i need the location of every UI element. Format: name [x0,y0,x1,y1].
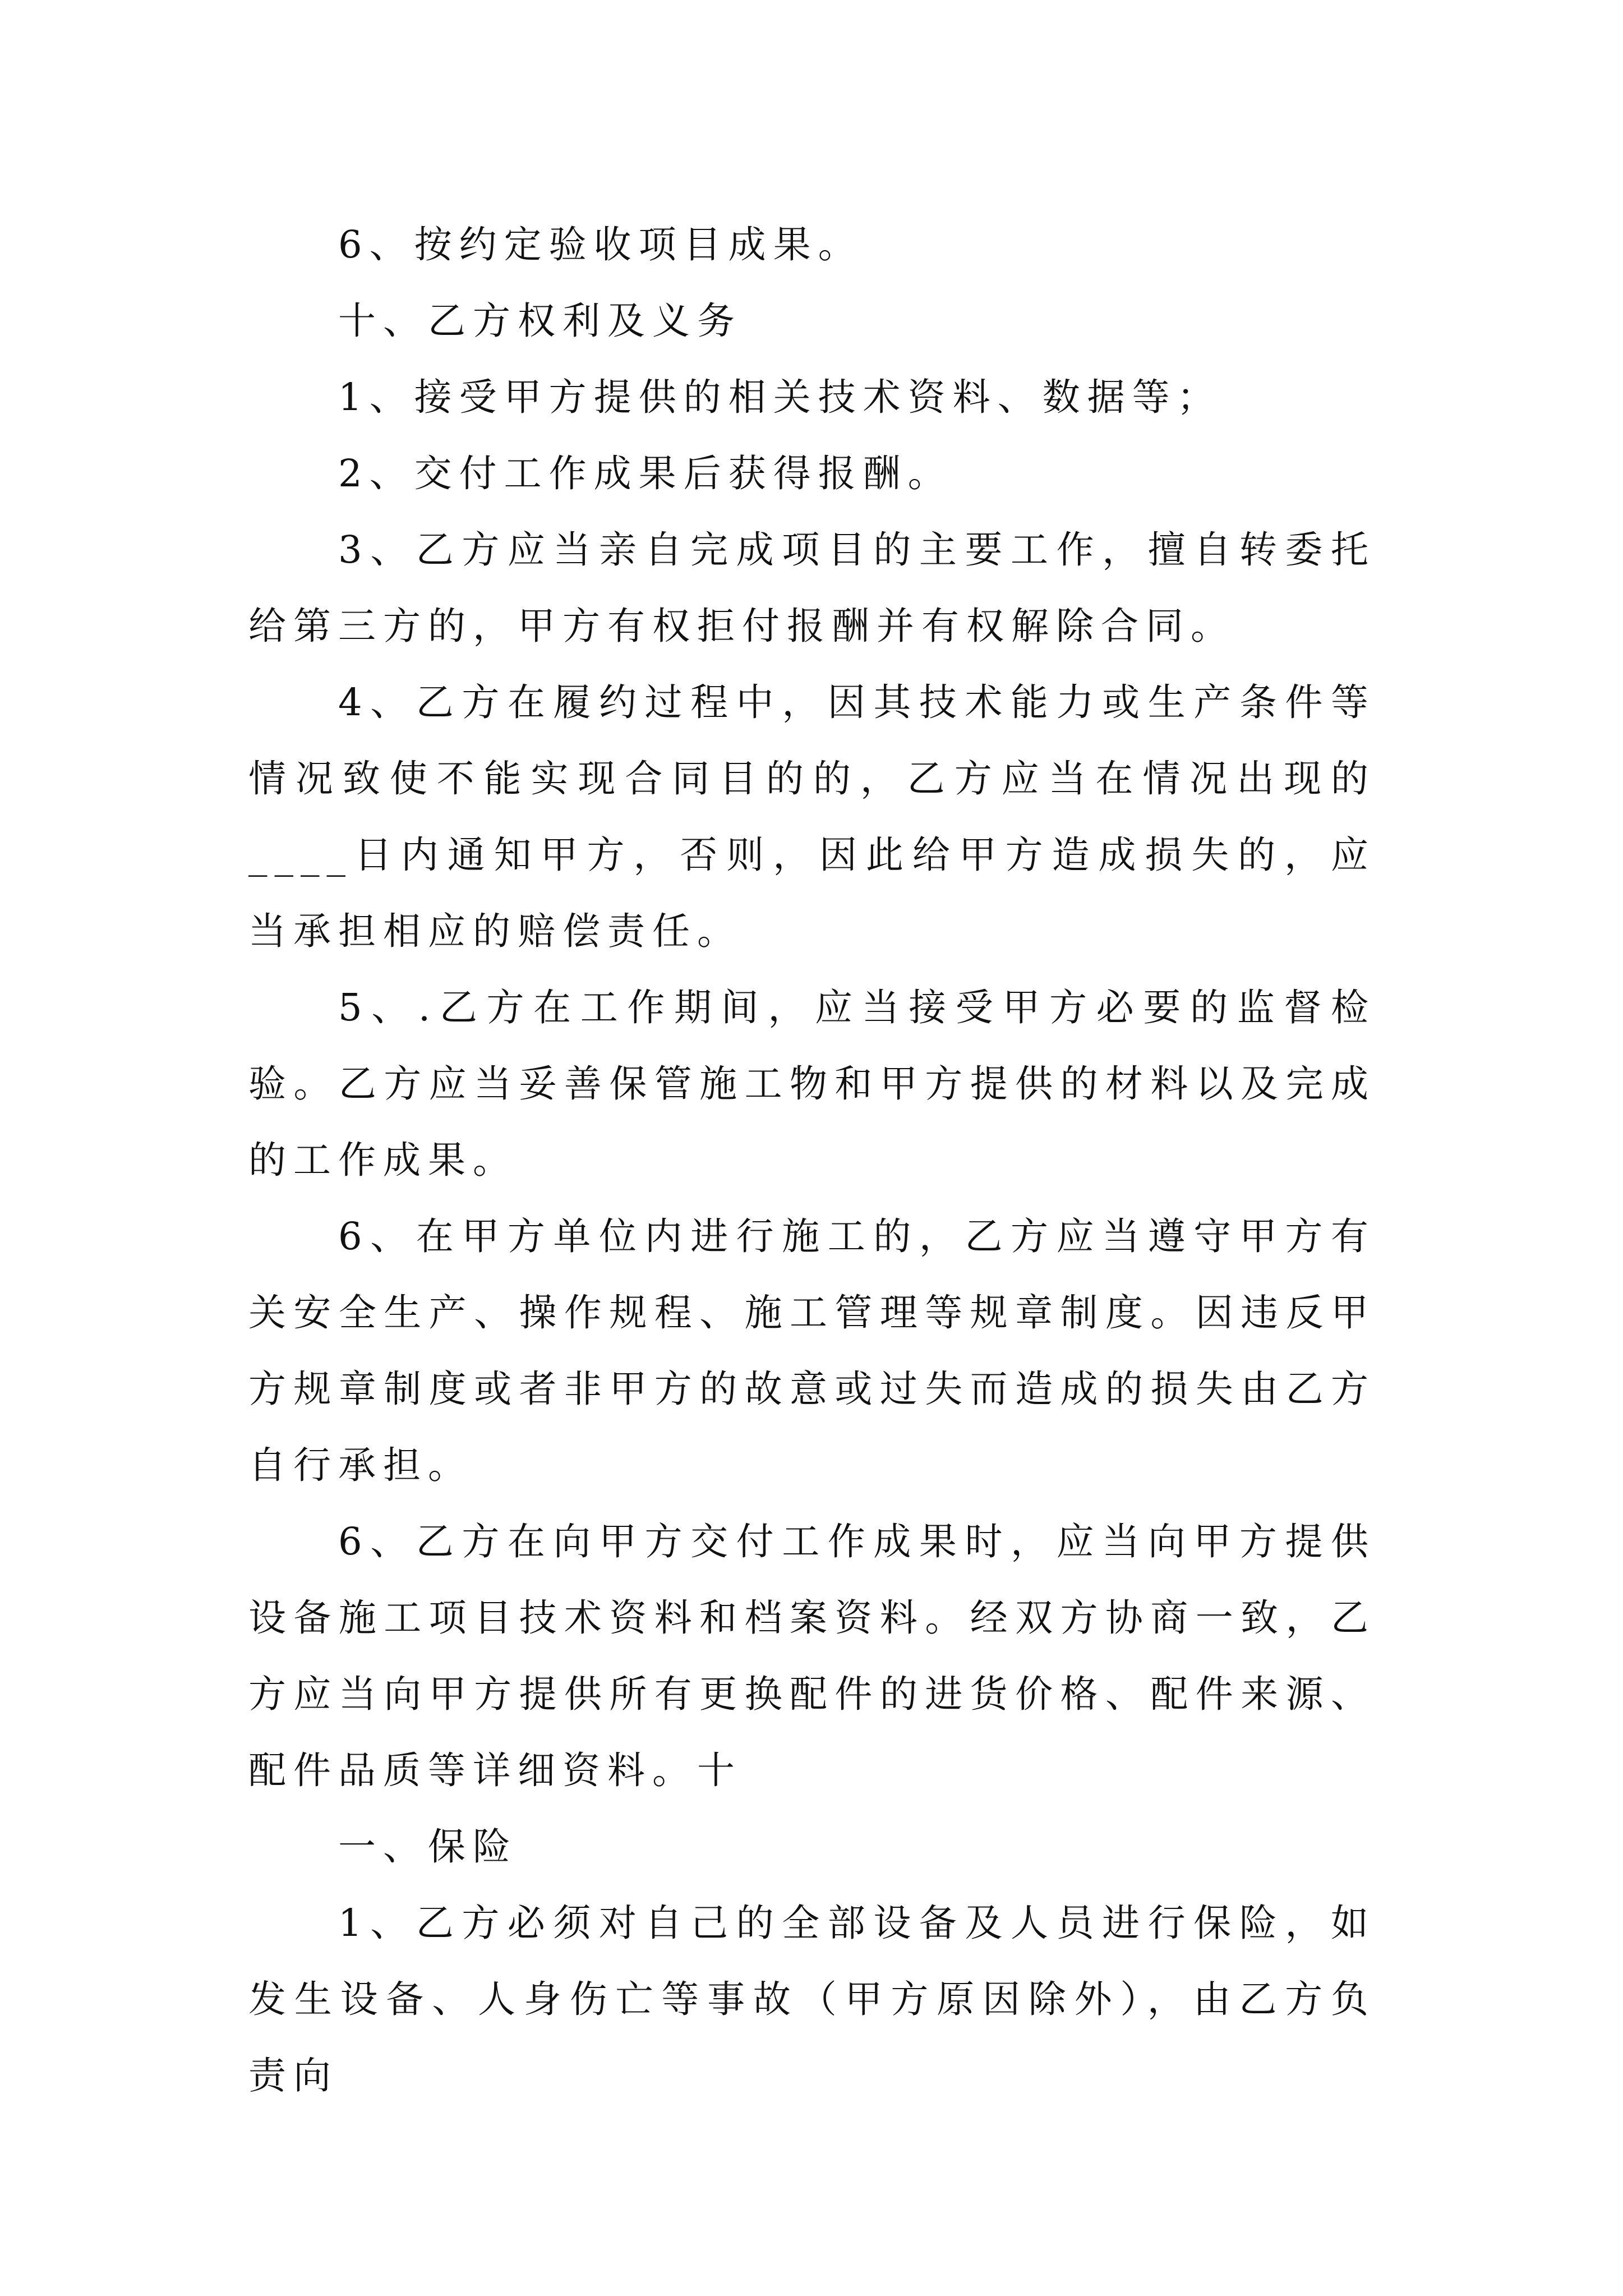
paragraph-insurance: 1、乙方必须对自己的全部设备及人员进行保险，如发生设备、人身伤亡等事故（甲方原因除外），由乙方负责向 [248,1901,1376,2097]
document-body [248,206,1376,2114]
paragraph-receive-data: 1、接受甲方提供的相关技术资料、数据等； [338,375,1222,419]
section-heading-insurance: 一、保险 [338,1825,518,1869]
paragraph-acceptance: 6、按约定验收项目成果。 [338,223,863,266]
section-heading-rights: 十、乙方权利及义务 [338,299,742,343]
paragraph-self-complete: 3、乙方应当亲自完成项目的主要工作，擅自转委托给第三方的，甲方有权拒付报酬并有权解除合同。 [248,528,1376,648]
paragraph-documents: 6、乙方在向甲方交付工作成果时，应当向甲方提供设备施工项目技术资料和档案资料。经双方协商一致，乙方应当向甲方提供所有更换配件的进货价格、配件来源、配件品质等详细资料。十 [248,1520,1376,1792]
paragraph-supervision: 5、.乙方在工作期间，应当接受甲方必要的监督检验。乙方应当妥善保管施工物和甲方提供的材料以及完成的工作成果。 [248,986,1376,1182]
paragraph-notify: 4、乙方在履约过程中，因其技术能力或生产条件等情况致使不能实现合同目的的，乙方应当在情况出现的____日内通知甲方，否则，因此给甲方造成损失的，应当承担相应的赔偿责任。 [248,680,1376,953]
paragraph-payment: 2、交付工作成果后获得报酬。 [338,452,953,495]
paragraph-regulations: 6、在甲方单位内进行施工的，乙方应当遵守甲方有关安全生产、操作规程、施工管理等规章制度。因违反甲方规章制度或者非甲方的故意或过失而造成的损失由乙方自行承担。 [248,1214,1376,1487]
